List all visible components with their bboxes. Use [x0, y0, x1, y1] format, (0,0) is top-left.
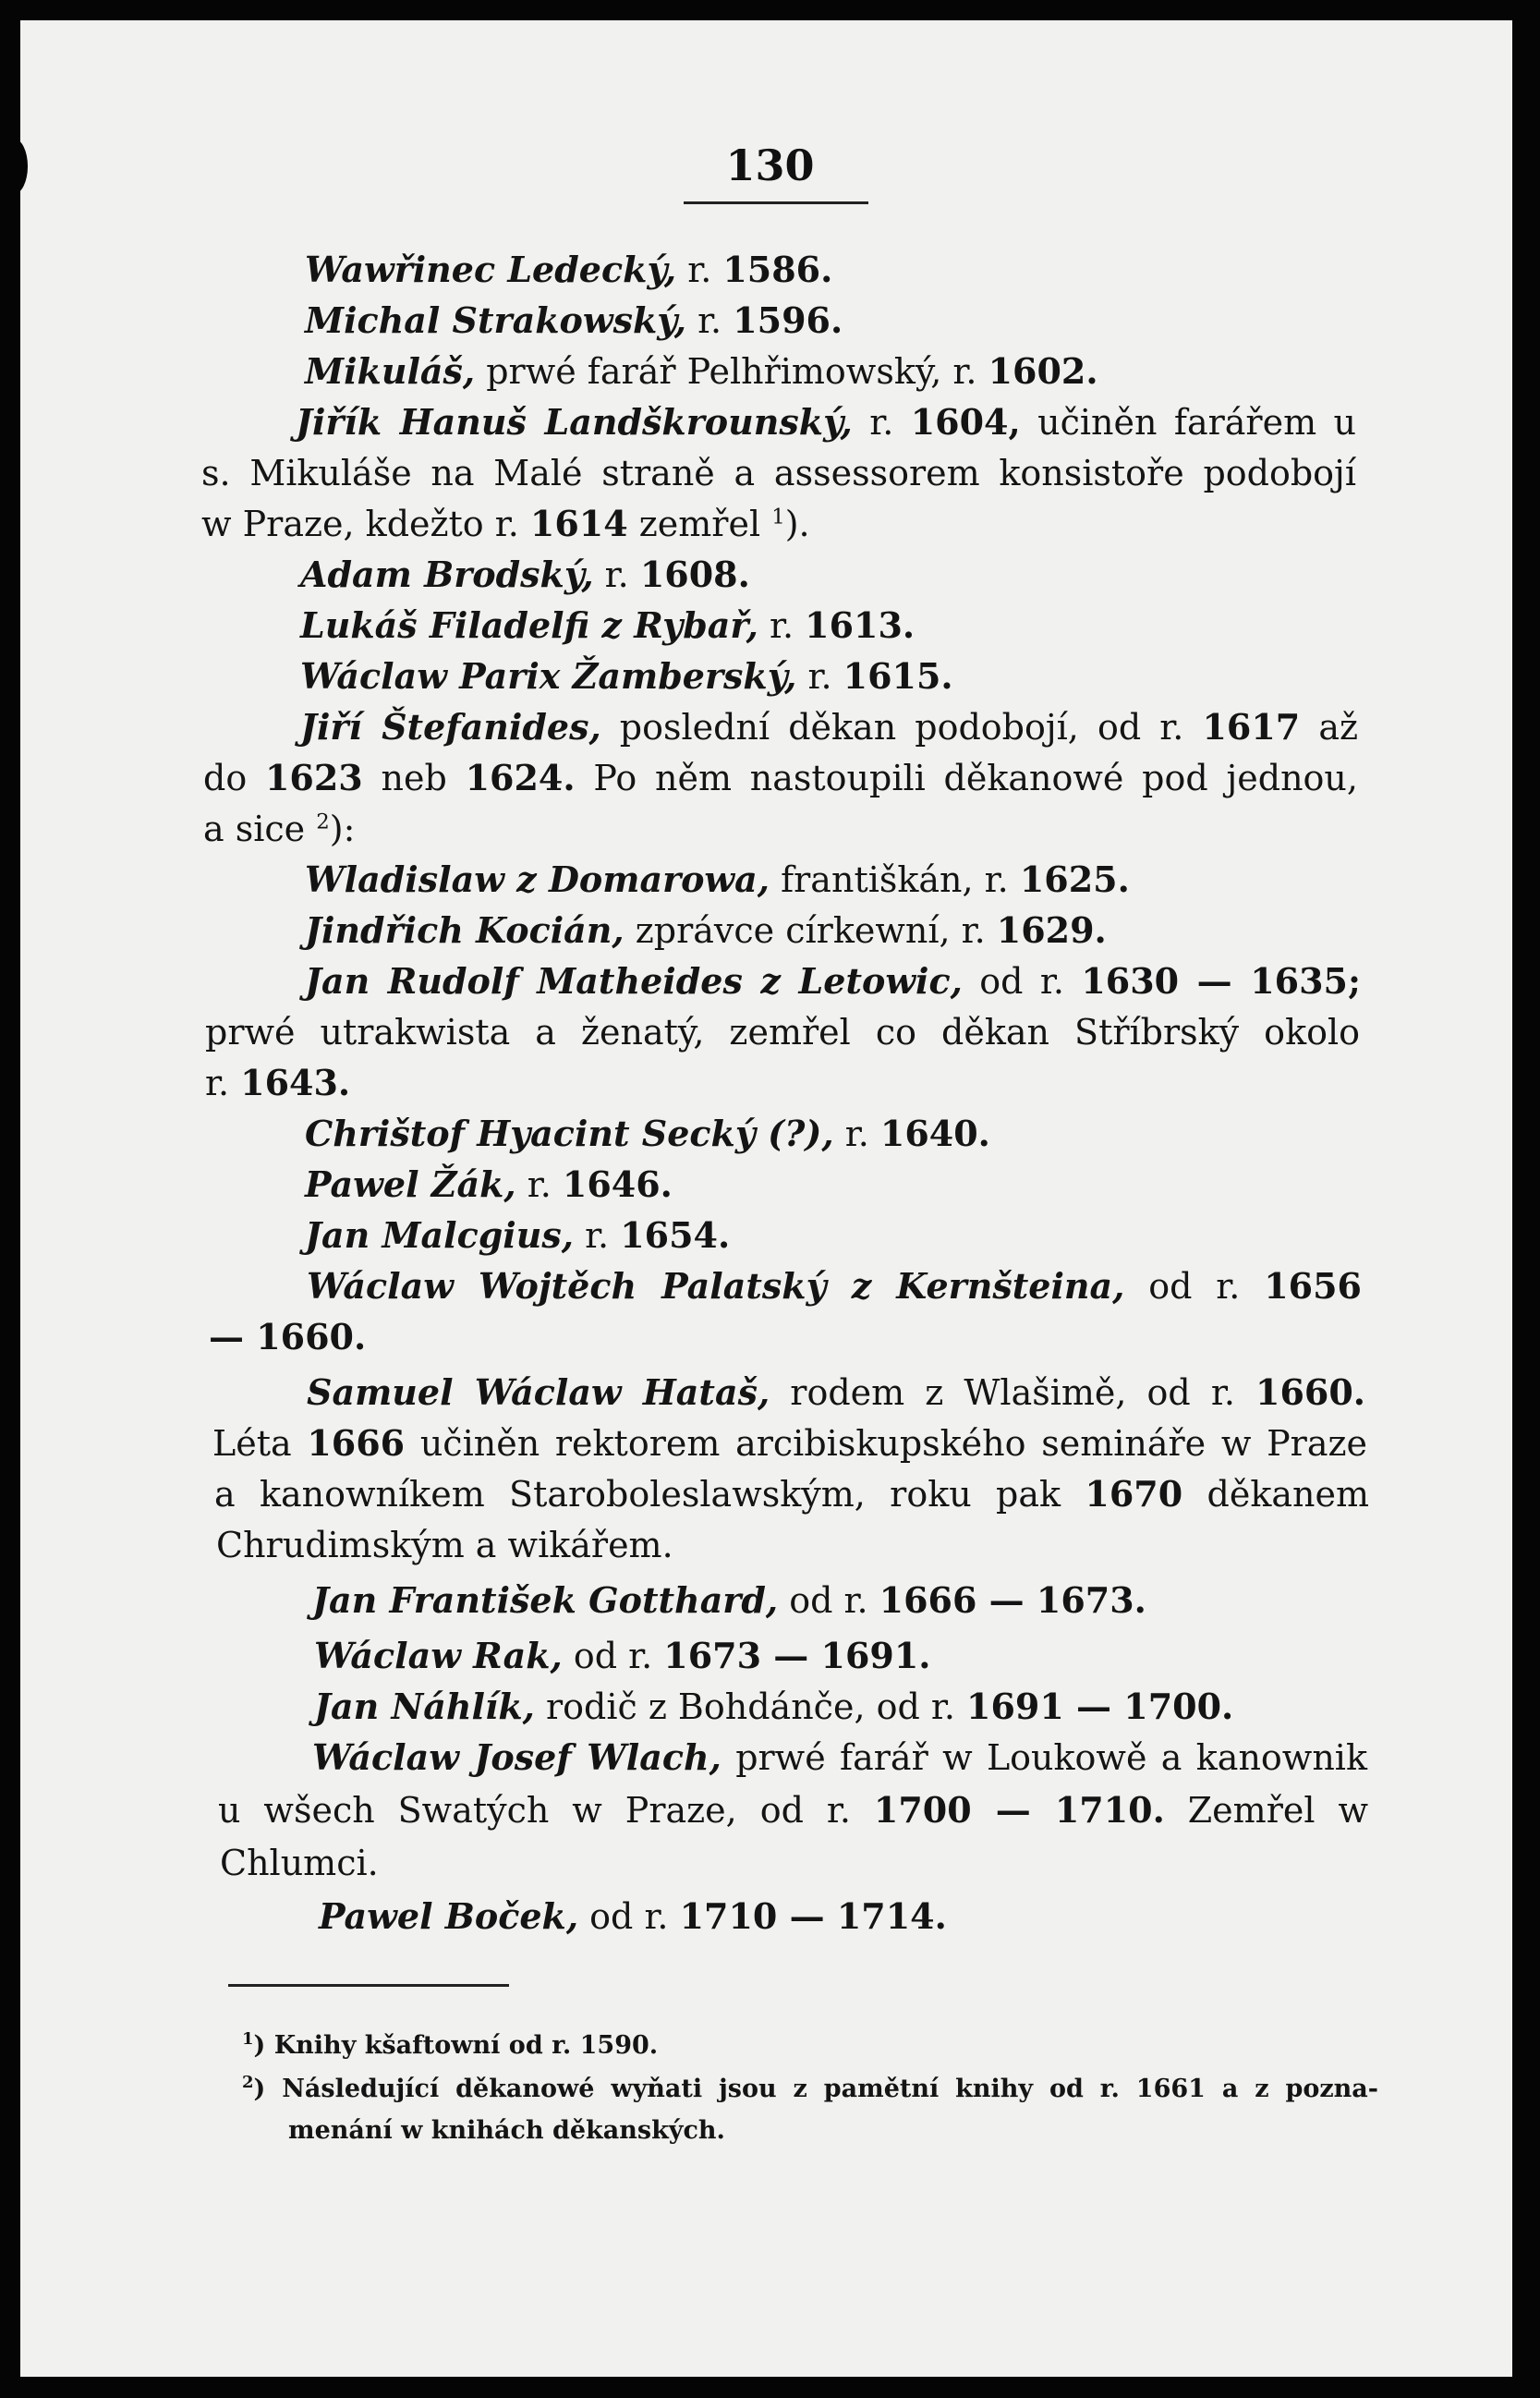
text-line: r. 1643. [205, 1062, 351, 1103]
entry-line: Jiří Štefanides, poslední děkan podobojí, od r. 1617 až [300, 706, 1358, 748]
text-line: s. Mikuláše na Malé straně a assessorem konsistoře podobojí [201, 453, 1356, 493]
entry-line: Chrištof Hyacint Secký (?), r. 1640. [305, 1113, 990, 1154]
text-line: — 1660. [209, 1316, 367, 1357]
entry-line: Jan Malcgius, r. 1654. [305, 1214, 731, 1256]
entry-line: Pawel Žák, r. 1646. [305, 1163, 673, 1205]
entry-line: Wáclaw Parix Žamberský, r. 1615. [300, 655, 953, 697]
footnote: $^1$) Knihy kšaftowní od r. 1590. [242, 2029, 659, 2060]
text-line: w Praze, kdežto r. 1614 zemřel $^1$). [201, 503, 810, 544]
entry-line: Jan Náhlík, rodič z Bohdánče, od r. 1691 — 1700. [314, 1686, 1234, 1727]
entry-line: Mikuláš, prwé farář Pelhřimowský, r. 1602. [305, 350, 1098, 392]
header-rule [684, 201, 868, 204]
text-line: prwé utrakwista a ženatý, zemřel co děkan Stříbrský okolo [205, 1012, 1360, 1053]
footnote: $^2$) Následující děkanowé wyňati jsou z pamětní knihy od r. 1661 a z pozna- [242, 2073, 1378, 2103]
text-line: u wšech Swatých w Praze, od r. 1700 — 1710. Zemřel w [218, 1789, 1368, 1831]
entry-line: Wawřinec Ledecký, r. 1586. [305, 249, 833, 290]
entry-line: Jindřich Kocián, zprávce církewní, r. 1629. [305, 909, 1107, 951]
text-line: do 1623 neb 1624. Po něm nastoupili děkanowé pod jednou, [203, 757, 1358, 798]
text-line: Léta 1666 učiněn rektorem arcibiskupského semináře w Praze [212, 1422, 1367, 1464]
entry-line: Jan František Gotthard, od r. 1666 — 1673. [312, 1579, 1146, 1621]
text-line: Chrudimským a wikářem. [216, 1525, 673, 1565]
entry-line: Lukáš Filadelfi z Rybař, r. 1613. [300, 604, 916, 646]
text-line: a sice $^2$): [203, 809, 356, 849]
entry-line: Samuel Wáclaw Hataš, rodem z Wlašimě, od r. 1660. [307, 1371, 1365, 1413]
entry-line: Wladislaw z Domarowa, františkán, r. 1625. [305, 858, 1130, 900]
entry-line: Wáclaw Wojtěch Palatský z Kernšteina, od r. 1656 [307, 1265, 1362, 1307]
entry-line: Jan Rudolf Matheides z Letowic, od r. 1630 — 1635; [305, 960, 1361, 1002]
text-line: Chlumci. [220, 1843, 379, 1883]
text-line: a kanowníkem Staroboleslawským, roku pak 1670 děkanem [214, 1473, 1369, 1515]
entry-line: Jiřík Hanuš Landškrounský, r. 1604, učiněn farářem u [296, 401, 1356, 443]
entry-line: Michal Strakowský, r. 1596. [305, 299, 843, 341]
footnote-rule [228, 1984, 509, 1987]
entry-line: Pawel Boček, od r. 1710 — 1714. [319, 1895, 947, 1937]
entry-line: Wáclaw Josef Wlach, prwé farář w Loukowě a kanownik [312, 1736, 1367, 1778]
entry-line: Adam Brodský, r. 1608. [300, 554, 750, 595]
footnote-continuation: menání w knihách děkanských. [288, 2116, 725, 2145]
entry-line: Wáclaw Rak, od r. 1673 — 1691. [314, 1635, 931, 1676]
page-number: 130 [725, 140, 815, 190]
